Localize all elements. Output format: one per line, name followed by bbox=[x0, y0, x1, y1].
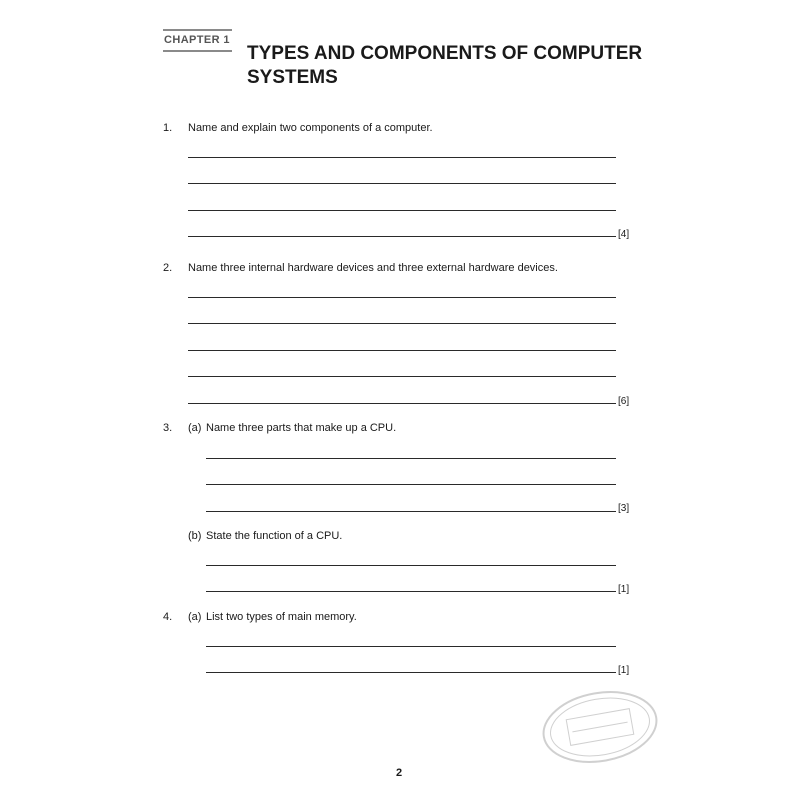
question-1-number: 1. bbox=[163, 122, 173, 134]
question-4a-text: List two types of main memory. bbox=[206, 611, 357, 623]
answer-line[interactable] bbox=[206, 591, 616, 592]
answer-line[interactable] bbox=[206, 511, 616, 512]
answer-line[interactable] bbox=[206, 565, 616, 566]
page-title: TYPES AND COMPONENTS OF COMPUTER SYSTEMS bbox=[247, 43, 643, 88]
question-2-number: 2. bbox=[163, 262, 173, 274]
answer-line[interactable] bbox=[188, 323, 616, 324]
answer-line[interactable] bbox=[188, 297, 616, 298]
question-3a-text: Name three parts that make up a CPU. bbox=[206, 422, 397, 434]
answer-line[interactable] bbox=[188, 183, 616, 184]
question-3b-marks: [1] bbox=[618, 584, 630, 595]
question-1-marks: [4] bbox=[618, 229, 630, 240]
answer-line[interactable] bbox=[206, 646, 616, 647]
question-4a-marks: [1] bbox=[618, 665, 630, 676]
answer-line[interactable] bbox=[188, 376, 616, 377]
answer-line[interactable] bbox=[188, 403, 616, 404]
question-3b-label: (b) bbox=[188, 530, 202, 542]
chapter-label: CHAPTER 1 bbox=[163, 29, 232, 52]
answer-line[interactable] bbox=[206, 484, 616, 485]
answer-line[interactable] bbox=[188, 157, 616, 158]
question-4-number: 4. bbox=[163, 611, 173, 623]
question-3b-text: State the function of a CPU. bbox=[206, 530, 343, 542]
question-3a-marks: [3] bbox=[618, 503, 630, 514]
watermark-stamp bbox=[534, 680, 665, 774]
question-1-text: Name and explain two components of a computer. bbox=[188, 122, 433, 134]
question-3a-label: (a) bbox=[188, 422, 202, 434]
answer-line[interactable] bbox=[206, 458, 616, 459]
answer-line[interactable] bbox=[188, 210, 616, 211]
page-number: 2 bbox=[396, 767, 403, 779]
question-3-number: 3. bbox=[163, 422, 173, 434]
answer-line[interactable] bbox=[188, 236, 616, 237]
question-2-marks: [6] bbox=[618, 396, 630, 407]
question-2-text: Name three internal hardware devices and three external hardware devices. bbox=[188, 262, 558, 274]
answer-line[interactable] bbox=[206, 672, 616, 673]
answer-line[interactable] bbox=[188, 350, 616, 351]
question-4a-label: (a) bbox=[188, 611, 202, 623]
